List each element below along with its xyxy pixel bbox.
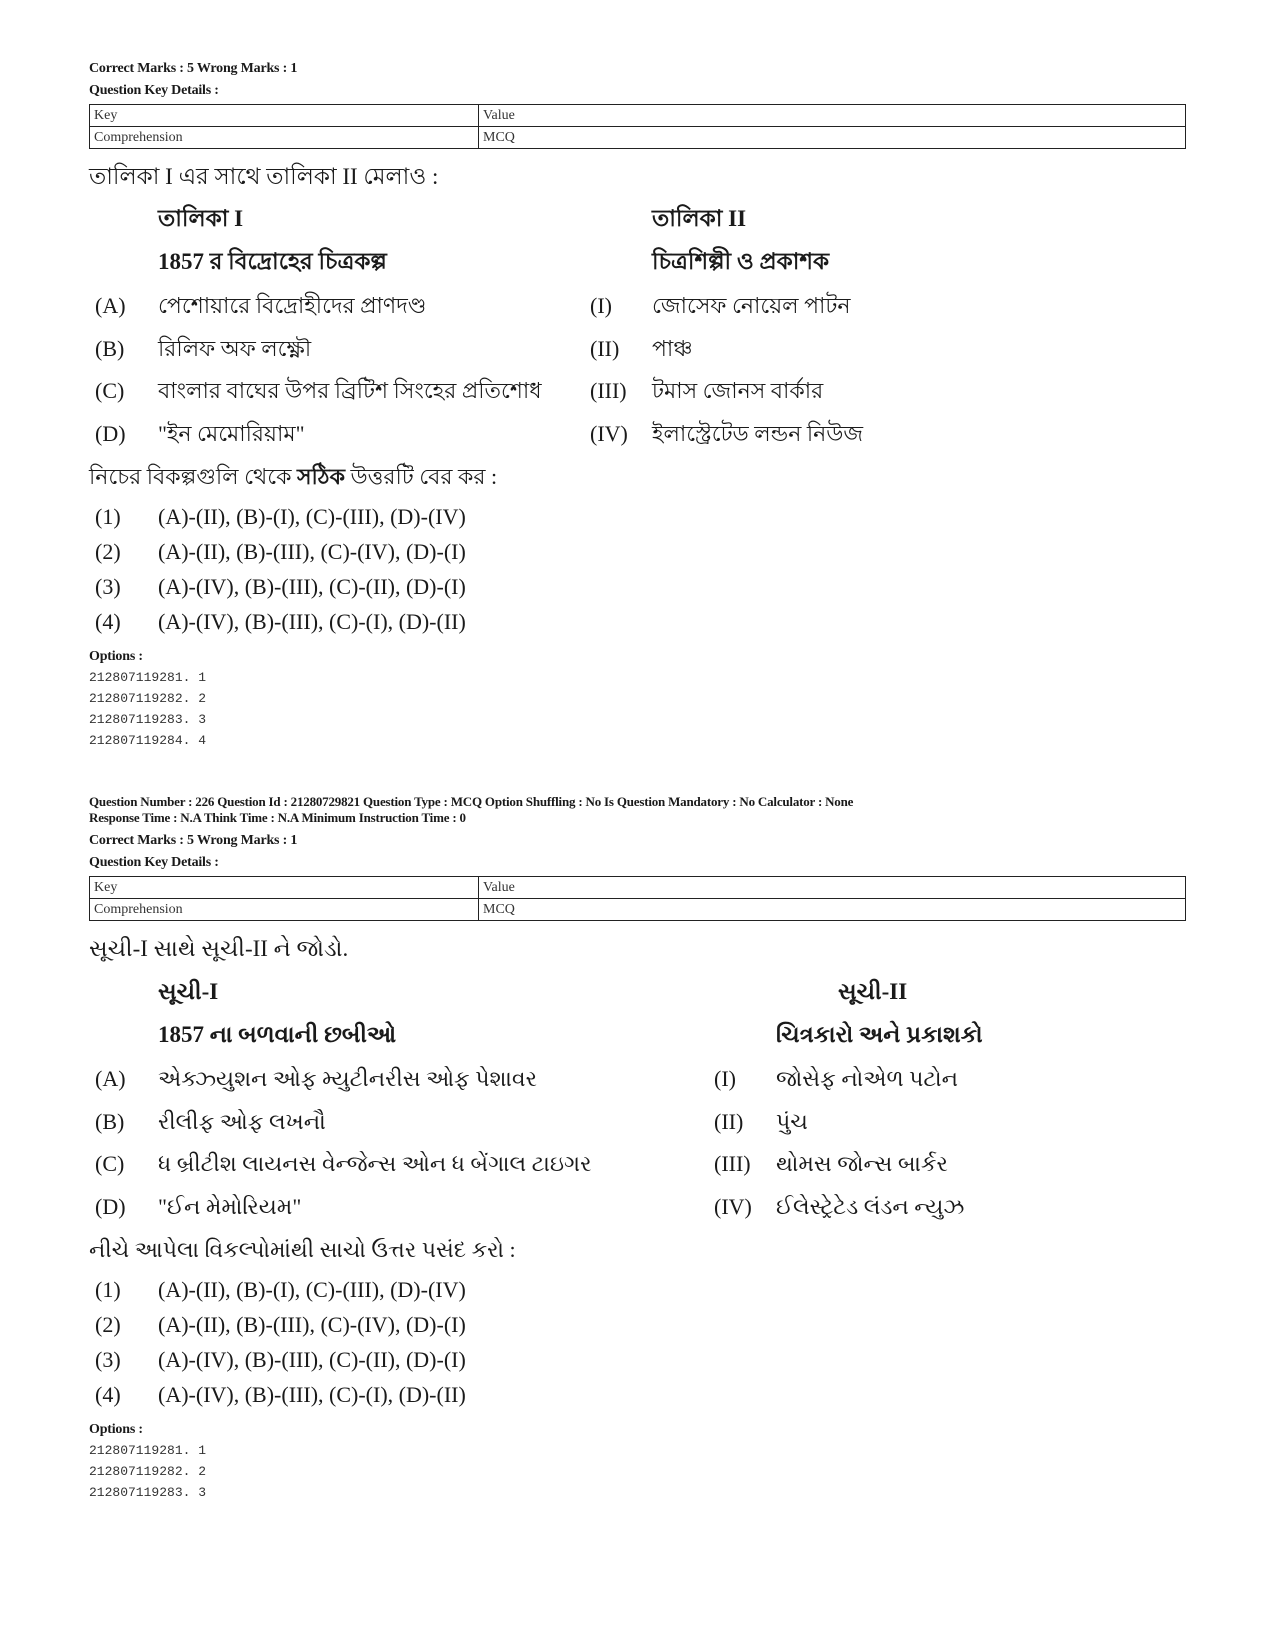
q1-option-id: 212807119283. 3	[89, 712, 207, 727]
q1-list1-label: (D)	[95, 421, 126, 446]
q2-table-value: MCQ	[479, 899, 1186, 921]
q2-list2-subtitle: ચિત્રકારો અને પ્રકાશકો	[776, 1022, 983, 1047]
q2-answer-text: (A)-(IV), (B)-(III), (C)-(I), (D)-(II)	[158, 1382, 466, 1407]
q2-prompt: સૂચી-I સાથે સૂચી-II ને જોડો.	[89, 936, 349, 961]
q1-answer-text: (A)-(II), (B)-(III), (C)-(IV), (D)-(I)	[158, 539, 466, 564]
q2-answer-label: (3)	[95, 1347, 121, 1372]
q1-answer-text: (A)-(IV), (B)-(III), (C)-(I), (D)-(II)	[158, 609, 466, 634]
q1-options-label: Options :	[89, 649, 143, 664]
q1-list2-item: পাঞ্চ	[652, 336, 693, 361]
q2-list1-label: (B)	[95, 1109, 125, 1134]
q2-list2-title: સૂચી-II	[838, 979, 908, 1004]
q1-option-id: 212807119284. 4	[89, 733, 207, 748]
q2-option-id: 212807119282. 2	[89, 1464, 207, 1479]
q1-list2-subtitle: চিত্রশিল্পী ও প্রকাশক	[652, 249, 830, 274]
q2-list1-item: "ઈન મેમોરિયમ"	[158, 1194, 302, 1219]
q1-list1-label: (C)	[95, 378, 125, 403]
q2-list2-label: (I)	[714, 1066, 736, 1091]
q2-list1-label: (C)	[95, 1151, 125, 1176]
q2-options-label: Options :	[89, 1422, 143, 1437]
q2-table-value-header: Value	[479, 877, 1186, 899]
q2-list2-item: થોમસ જોન્સ બાર્કર	[776, 1151, 948, 1176]
q1-answer-text: (A)-(IV), (B)-(III), (C)-(II), (D)-(I)	[158, 574, 466, 599]
q2-list1-label: (D)	[95, 1194, 126, 1219]
q1-choose-pre: নিচের বিকল্পগুলি থেকে	[89, 464, 297, 489]
q1-prompt: তালিকা I এর সাথে তালিকা II মেলাও :	[89, 164, 439, 189]
q2-option-id: 212807119281. 1	[89, 1443, 207, 1458]
q2-list2-label: (III)	[714, 1151, 751, 1176]
q2-header-line1: Question Number : 226 Question Id : 21280729821 Question Type : MCQ Option Shuffling : No Is Question Mandatory : No Calculator : None	[89, 794, 854, 809]
q2-answer-label: (1)	[95, 1277, 121, 1302]
q2-list2-label: (II)	[714, 1109, 744, 1134]
q2-list1-item: ધ બ્રીટીશ લાયનસ વેન્જેન્સ ઓન ધ બેંગાલ ટાઇગર	[158, 1151, 592, 1176]
q1-marks: Correct Marks : 5 Wrong Marks : 1	[89, 61, 298, 76]
q1-list2-item: টমাস জোনস বার্কার	[652, 378, 824, 403]
q1-answer-label: (2)	[95, 539, 121, 564]
q1-table-key: Comprehension	[90, 127, 479, 149]
q1-list2-label: (III)	[590, 378, 627, 403]
q1-list1-title: তালিকা I	[158, 206, 244, 231]
q2-header-line2: Response Time : N.A Think Time : N.A Minimum Instruction Time : 0	[89, 810, 466, 825]
q2-list2-item: જોસેફ નોએળ પટોન	[776, 1066, 959, 1091]
q1-list2-title: তালিকা II	[652, 206, 747, 231]
q1-choose-bold: সঠিক	[296, 464, 345, 489]
q2-table-key: Comprehension	[90, 899, 479, 921]
q2-list2-item: ઈલેસ્ટ્રેટેડ લંડન ન્યુઝ	[776, 1194, 965, 1219]
q2-answer-label: (2)	[95, 1312, 121, 1337]
q2-option-id: 212807119283. 3	[89, 1485, 207, 1500]
q2-key-value-table	[89, 876, 1186, 921]
q1-list1-item: "ইন মেমোরিয়াম"	[158, 421, 305, 446]
q1-key-details-label: Question Key Details :	[89, 83, 219, 98]
q1-table-value: MCQ	[479, 127, 1186, 149]
q1-answer-label: (4)	[95, 609, 121, 634]
q1-option-id: 212807119281. 1	[89, 670, 207, 685]
q1-option-id: 212807119282. 2	[89, 691, 207, 706]
q1-list1-subtitle: 1857 র বিদ্রোহের চিত্রকল্প	[158, 249, 387, 274]
q2-marks: Correct Marks : 5 Wrong Marks : 1	[89, 833, 298, 848]
q1-list1-item: পেশোয়ারে বিদ্রোহীদের প্রাণদণ্ড	[158, 293, 427, 318]
q2-answer-label: (4)	[95, 1382, 121, 1407]
q2-list1-item: એક્ઝ્યુશન ઓફ મ્યુટીનરીસ ઓફ પેશાવર	[158, 1066, 537, 1091]
q1-choose-post: উত্তরটি বের কর :	[344, 464, 498, 489]
q1-list2-label: (II)	[590, 336, 620, 361]
q1-list1-label: (A)	[95, 293, 126, 318]
q1-list1-item: বাংলার বাঘের উপর ব্রিটিশ সিংহের প্রতিশোধ	[158, 378, 542, 403]
q2-answer-text: (A)-(II), (B)-(III), (C)-(IV), (D)-(I)	[158, 1312, 466, 1337]
q2-key-details-label: Question Key Details :	[89, 855, 219, 870]
q2-list1-label: (A)	[95, 1066, 126, 1091]
q2-table-key-header: Key	[90, 877, 479, 899]
q1-choose-instruction	[89, 463, 497, 491]
q1-list2-label: (I)	[590, 293, 612, 318]
q1-answer-label: (3)	[95, 574, 121, 599]
q1-list1-label: (B)	[95, 336, 125, 361]
q1-list2-item: জোসেফ নোয়েল পাটন	[652, 293, 851, 318]
q1-list2-item: ইলাস্ট্রেটেড লন্ডন নিউজ	[652, 421, 864, 446]
q1-list2-label: (IV)	[590, 421, 628, 446]
q2-answer-text: (A)-(IV), (B)-(III), (C)-(II), (D)-(I)	[158, 1347, 466, 1372]
q1-answer-text: (A)-(II), (B)-(I), (C)-(III), (D)-(IV)	[158, 504, 466, 529]
q1-key-value-table	[89, 104, 1186, 149]
q2-choose-instruction: નીચે આપેલા વિકલ્પોમાંથી સાચો ઉત્તર પસંદ કરો :	[89, 1237, 516, 1262]
q2-list1-item: રીલીફ ઓફ લખનૌ	[158, 1109, 326, 1134]
q2-list1-title: સૂચી-I	[158, 979, 219, 1004]
q2-list2-label: (IV)	[714, 1194, 752, 1219]
q2-list1-subtitle: 1857 ના બળવાની છબીઓ	[158, 1022, 397, 1047]
q1-list1-item: রিলিফ অফ লক্ষ্ণৌ	[158, 336, 312, 361]
q2-answer-text: (A)-(II), (B)-(I), (C)-(III), (D)-(IV)	[158, 1277, 466, 1302]
q1-answer-label: (1)	[95, 504, 121, 529]
q1-table-value-header: Value	[479, 105, 1186, 127]
q1-table-key-header: Key	[90, 105, 479, 127]
q2-list2-item: પુંચ	[776, 1109, 808, 1134]
